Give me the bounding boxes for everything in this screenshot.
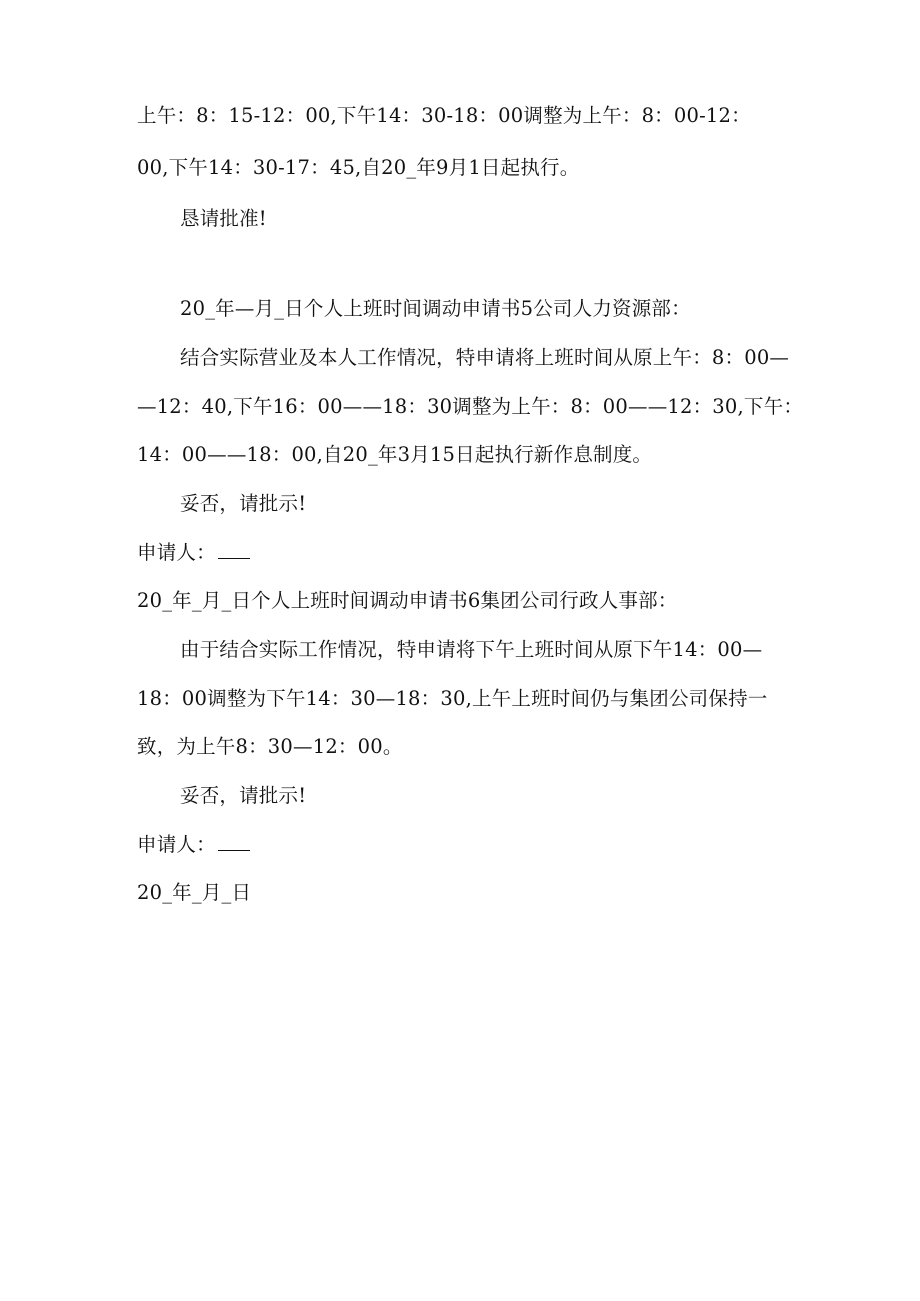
section-6-applicant-blank bbox=[218, 836, 250, 851]
section-6-body-line-3: 致，为上午8：30—12：00。 bbox=[137, 735, 403, 758]
section-6-date: 20_年_月_日 bbox=[137, 881, 252, 904]
section-5-heading: 20_年—月_日个人上班时间调动申请书5公司人力资源部： bbox=[180, 297, 691, 320]
section-6-applicant bbox=[137, 833, 797, 857]
section-6-body-line-2: 18：00调整为下午14：30—18：30,上午上班时间仍与集团公司保持一 bbox=[137, 687, 768, 710]
section-5-applicant bbox=[137, 541, 797, 565]
section-6-body-line-1: 由于结合实际工作情况，特申请将下午上班时间从原下午14：00— bbox=[180, 638, 763, 661]
section-6-heading: 20_年_月_日个人上班时间调动申请书6集团公司行政人事部： bbox=[137, 589, 678, 612]
section-6-applicant-label: 申请人： bbox=[137, 833, 216, 856]
section-5-body-line-3: 14：00——18：00,自20_年3月15日起执行新作息制度。 bbox=[137, 443, 653, 466]
section-a-line-1: 上午：8：15-12：00,下午14：30-18：00调整为上午：8：00-12： bbox=[137, 104, 751, 127]
section-a-line-2: 00,下午14：30-17：45,自20_年9月1日起执行。 bbox=[137, 156, 580, 179]
section-5-body-line-2: —12：40,下午16：00——18：30调整为上午：8：00——12：30,下午： bbox=[137, 395, 804, 418]
section-5-body-line-1: 结合实际营业及本人工作情况，特申请将上班时间从原上午：8：00— bbox=[180, 346, 790, 369]
section-5-closing: 妥否，请批示! bbox=[180, 492, 307, 515]
section-5-applicant-label: 申请人： bbox=[137, 541, 216, 564]
section-a-closing: 恳请批准! bbox=[180, 207, 267, 230]
section-6-closing: 妥否，请批示! bbox=[180, 784, 307, 807]
section-5-applicant-blank bbox=[218, 544, 250, 559]
